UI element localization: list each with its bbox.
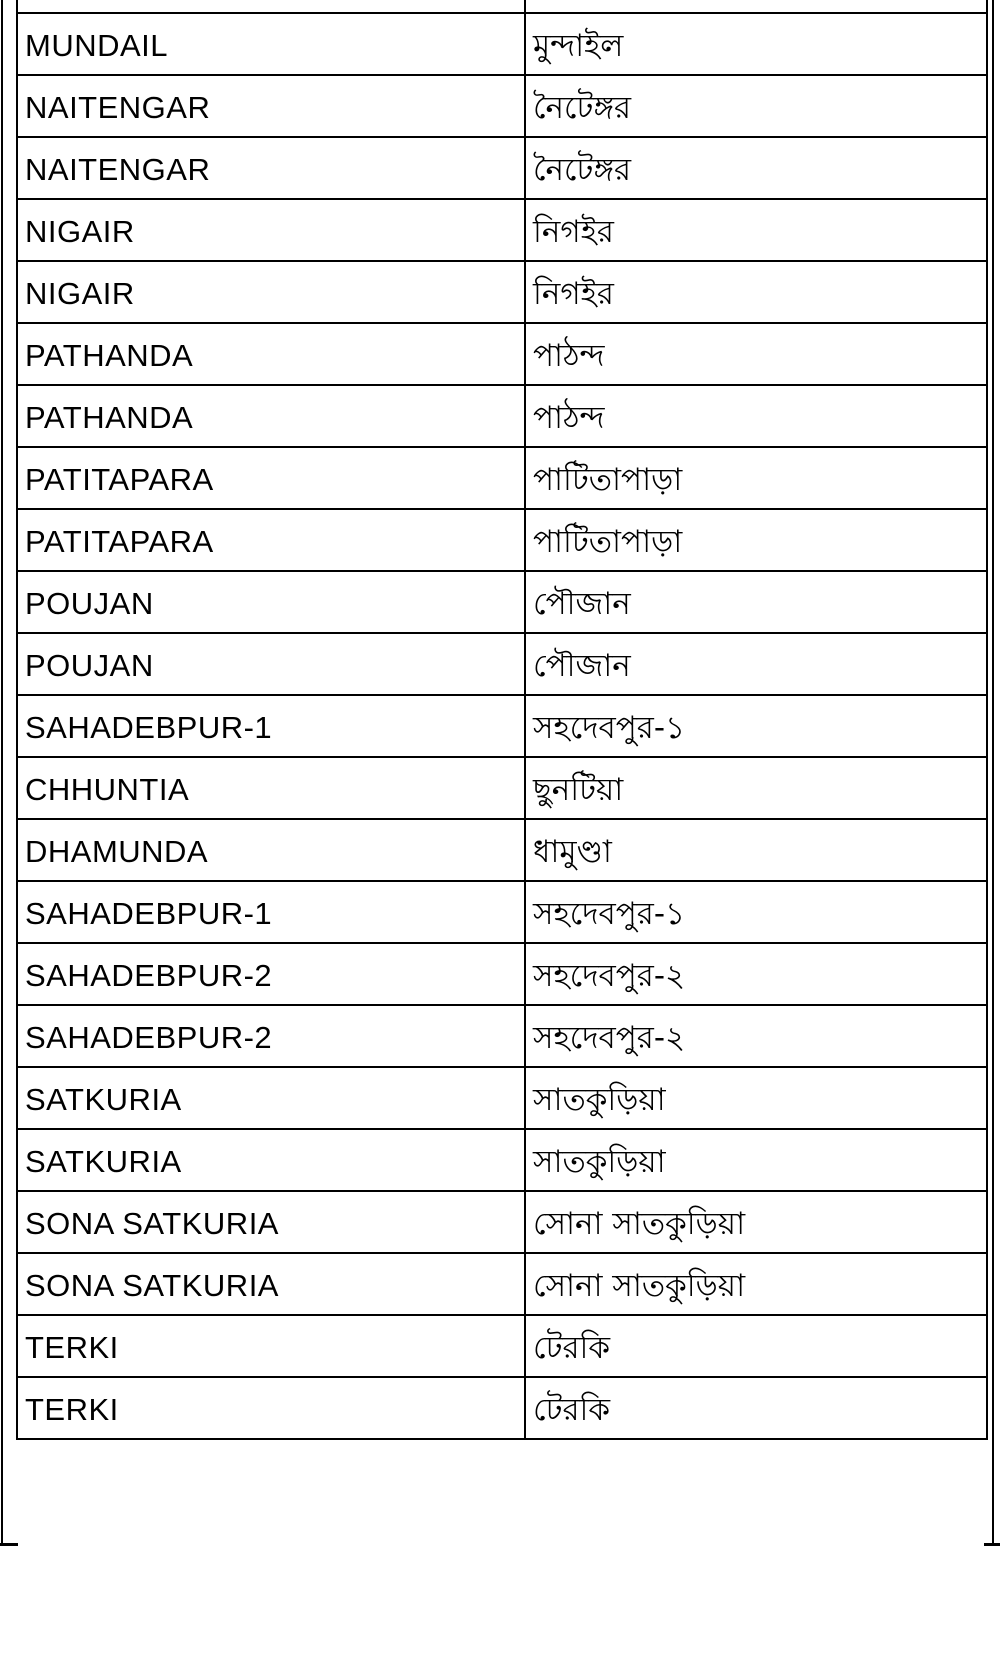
english-name-cell: NIGAIR	[17, 261, 525, 323]
bengali-name-cell: সহদেবপুর-১	[525, 881, 987, 943]
bengali-name-cell: সহদেবপুর-১	[525, 695, 987, 757]
english-name-cell: SONA SATKURIA	[17, 1191, 525, 1253]
bengali-name-cell: নৈটেঙ্গর	[525, 75, 987, 137]
english-name-cell: MUNDAIL	[17, 13, 525, 75]
english-name-cell: SAHADEBPUR-1	[17, 695, 525, 757]
table-row	[17, 695, 987, 757]
english-name-cell: NAITENGAR	[17, 75, 525, 137]
table-row	[17, 943, 987, 1005]
table-row	[17, 261, 987, 323]
table-body	[17, 0, 987, 1439]
bengali-name-cell: সোনা সাতকুড়িয়া	[525, 1253, 987, 1315]
english-name-cell: CHHUNTIA	[17, 757, 525, 819]
bengali-name-cell: ছুনটিয়া	[525, 757, 987, 819]
bengali-name-cell: পাটিতাপাড়া	[525, 509, 987, 571]
bengali-name-cell: সাতকুড়িয়া	[525, 1067, 987, 1129]
bengali-name-cell: সহদেবপুর-২	[525, 943, 987, 1005]
table-row	[17, 199, 987, 261]
table-row	[17, 137, 987, 199]
table-row	[17, 1253, 987, 1315]
left-edge-rule	[0, 0, 3, 1546]
table-row	[17, 633, 987, 695]
bengali-name-cell: নৈটেঙ্গর	[525, 137, 987, 199]
bengali-name-cell: সাতকুড়িয়া	[525, 1129, 987, 1191]
table-row	[17, 881, 987, 943]
bengali-name-cell: পাটিতাপাড়া	[525, 447, 987, 509]
english-name-cell: NIGAIR	[17, 199, 525, 261]
village-name-table	[16, 0, 988, 1440]
english-name-cell: PATHANDA	[17, 385, 525, 447]
english-name-cell: SAHADEBPUR-2	[17, 1005, 525, 1067]
table-row	[17, 819, 987, 881]
english-name-cell: SAHADEBPUR-1	[17, 881, 525, 943]
bengali-name-cell: ধামুণ্ডা	[525, 819, 987, 881]
table-row	[17, 385, 987, 447]
bengali-name-cell: নিগইর	[525, 199, 987, 261]
table-row	[17, 1315, 987, 1377]
bottom-left-rule	[0, 1543, 18, 1546]
table-row	[17, 13, 987, 75]
bengali-name-cell: পৌজান	[525, 571, 987, 633]
table-row	[17, 75, 987, 137]
bengali-name-cell: সোনা সাতকুড়িয়া	[525, 1191, 987, 1253]
bengali-name-cell: টেরকি	[525, 1377, 987, 1439]
english-name-cell: PATHANDA	[17, 323, 525, 385]
bengali-name-cell: সহদেবপুর-২	[525, 1005, 987, 1067]
english-name-cell: SATKURIA	[17, 1129, 525, 1191]
english-name-cell: SONA SATKURIA	[17, 1253, 525, 1315]
right-edge-rule	[992, 0, 1000, 1546]
cut-off-header-row	[17, 0, 987, 13]
cut-off-header-cell-bengali	[525, 0, 987, 13]
bengali-name-cell: নিগইর	[525, 261, 987, 323]
table-row	[17, 757, 987, 819]
english-name-cell: TERKI	[17, 1315, 525, 1377]
table-row	[17, 1377, 987, 1439]
table-row	[17, 571, 987, 633]
bengali-name-cell: টেরকি	[525, 1315, 987, 1377]
english-name-cell: POUJAN	[17, 633, 525, 695]
english-name-cell: TERKI	[17, 1377, 525, 1439]
english-name-cell: DHAMUNDA	[17, 819, 525, 881]
table-row	[17, 1191, 987, 1253]
table-row	[17, 1005, 987, 1067]
english-name-cell: SAHADEBPUR-2	[17, 943, 525, 1005]
table-row	[17, 323, 987, 385]
english-name-cell: SATKURIA	[17, 1067, 525, 1129]
english-name-cell: PATITAPARA	[17, 447, 525, 509]
english-name-cell: NAITENGAR	[17, 137, 525, 199]
table-row	[17, 509, 987, 571]
bengali-name-cell: পাঠন্দ	[525, 323, 987, 385]
table-row	[17, 1067, 987, 1129]
bottom-right-rule	[984, 1543, 1000, 1546]
bengali-name-cell: মুন্দাইল	[525, 13, 987, 75]
cut-off-header-cell-english	[17, 0, 525, 13]
english-name-cell: PATITAPARA	[17, 509, 525, 571]
table-row	[17, 1129, 987, 1191]
bengali-name-cell: পাঠন্দ	[525, 385, 987, 447]
table-row	[17, 447, 987, 509]
bengali-name-cell: পৌজান	[525, 633, 987, 695]
english-name-cell: POUJAN	[17, 571, 525, 633]
